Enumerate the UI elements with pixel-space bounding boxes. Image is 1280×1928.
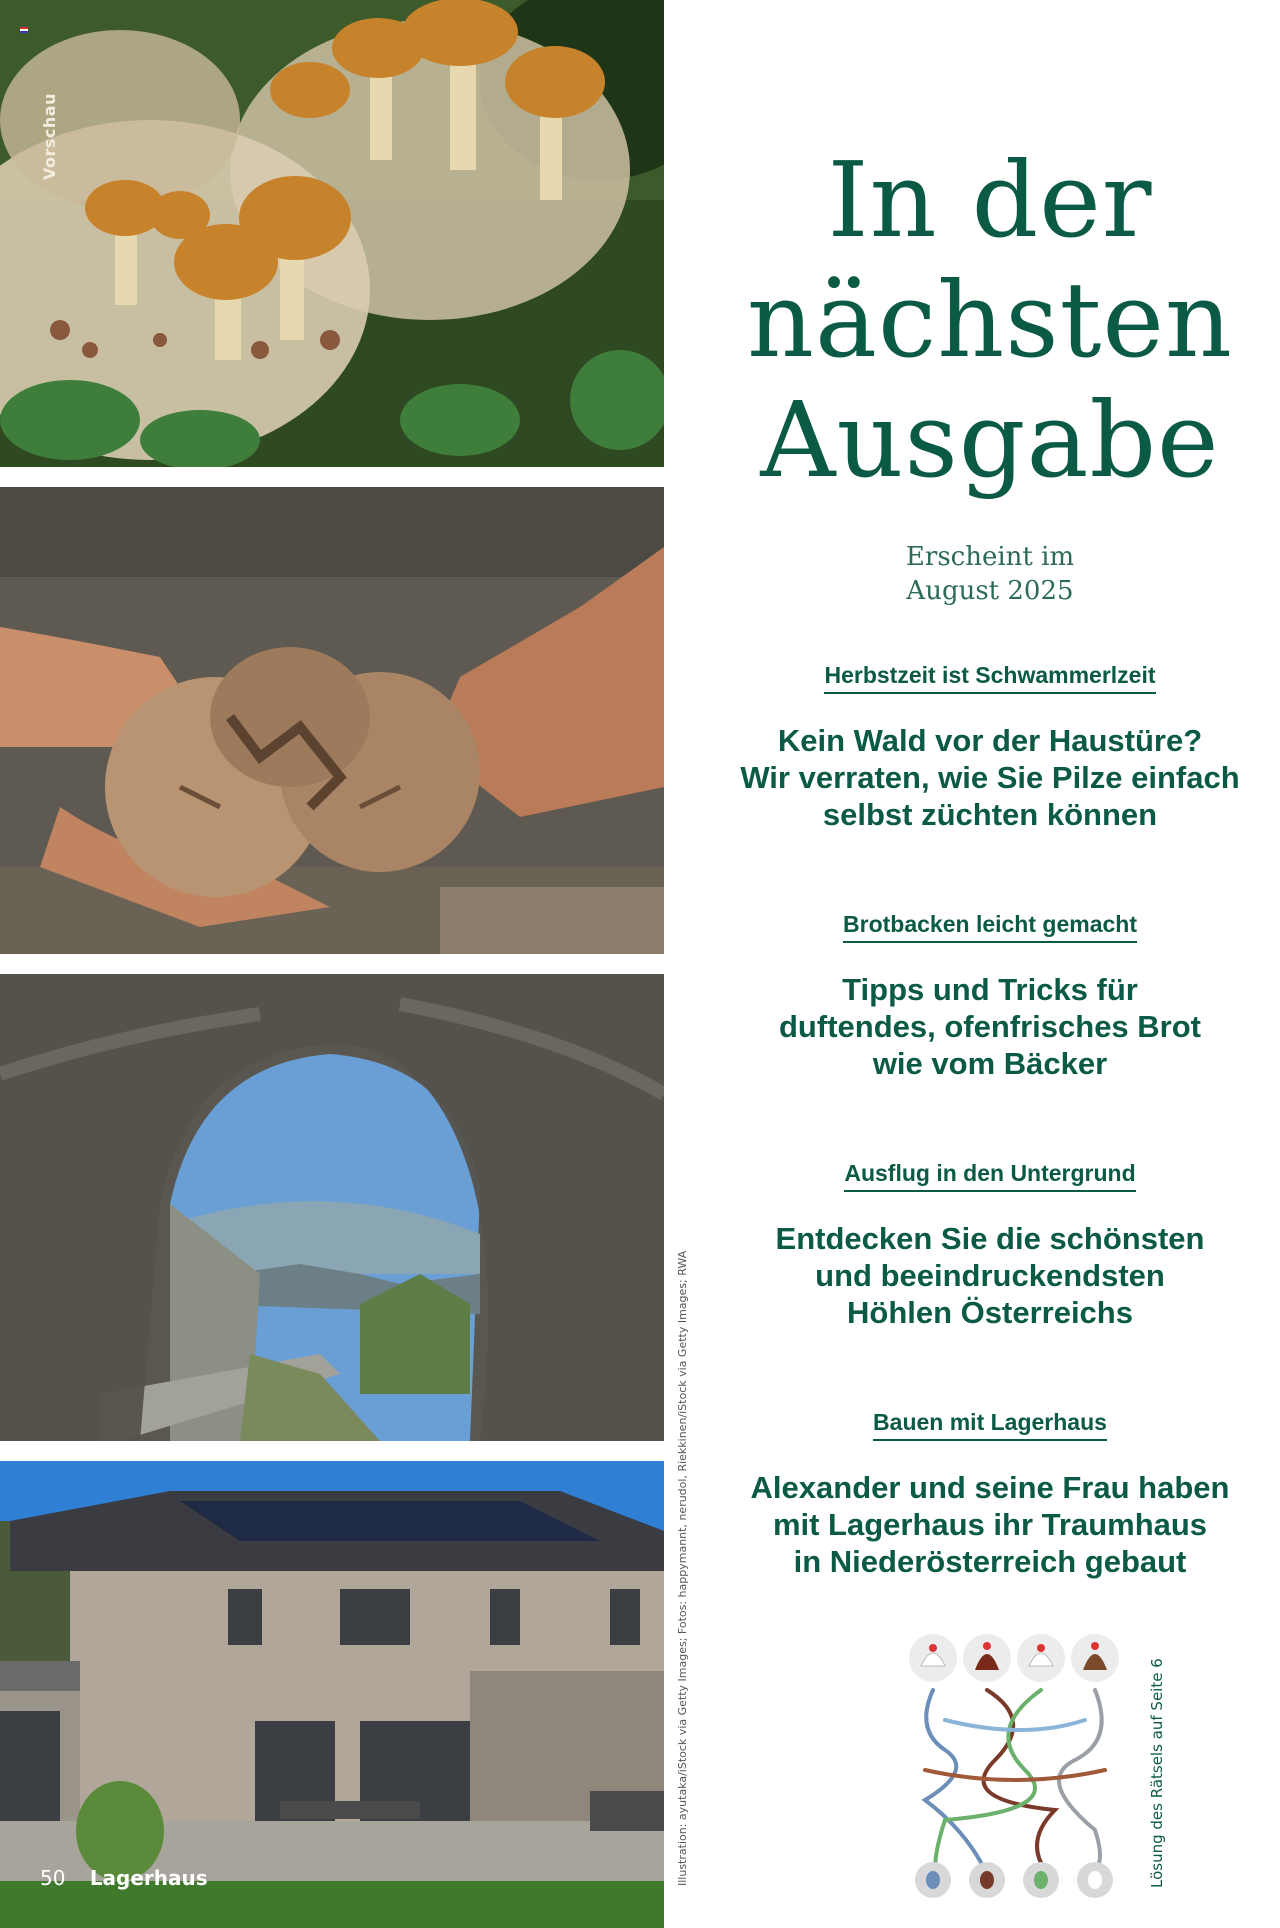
teaser-line: und beeindruckendsten xyxy=(815,1258,1165,1293)
article-1 xyxy=(700,662,1280,833)
teaser-line: Kein Wald vor der Haustüre? xyxy=(777,723,1203,758)
puzzle-solution-note: Lösung des Rätsels auf Seite 6 xyxy=(1148,1658,1166,1888)
teaser-line: Tipps und Tricks für xyxy=(842,972,1138,1007)
issue-line: Erscheint im xyxy=(905,542,1075,572)
article-teaser xyxy=(700,1220,1280,1331)
puzzle-illustration xyxy=(905,1630,1125,1900)
teaser-line: Wir verraten, wie Sie Pilze einfach xyxy=(740,760,1240,795)
teaser-line: mit Lagerhaus ihr Traumhaus xyxy=(772,1507,1208,1542)
issue-line: August 2025 xyxy=(906,576,1074,606)
title-line: In der xyxy=(827,139,1153,261)
photo-house xyxy=(0,1461,664,1928)
page-title xyxy=(700,140,1280,500)
article-kicker: Bauen mit Lagerhaus xyxy=(873,1409,1107,1441)
article-kicker: Brotbacken leicht gemacht xyxy=(843,911,1137,943)
title-line: Ausgabe xyxy=(760,379,1220,501)
article-4 xyxy=(700,1409,1280,1580)
article-kicker: Herbstzeit ist Schwammerlzeit xyxy=(824,662,1155,694)
teaser-line: duftendes, ofenfrisches Brot xyxy=(779,1009,1201,1044)
photo-credits: Illustration: ayutaka/iStock via Getty Images; Fotos: happymannt, nerudol, Riekkinen/iStock via Getty Images; RWA xyxy=(676,1250,689,1886)
title-line: nächsten xyxy=(747,259,1233,381)
teaser-line: in Niederösterreich gebaut xyxy=(793,1544,1187,1579)
photo-bread xyxy=(0,487,664,954)
flag-icon xyxy=(20,18,28,24)
article-teaser xyxy=(700,971,1280,1082)
section-label: Vorschau xyxy=(40,93,59,180)
article-teaser xyxy=(700,722,1280,833)
teaser-line: Höhlen Österreichs xyxy=(847,1295,1133,1330)
article-2 xyxy=(700,911,1280,1082)
page-number: 50 xyxy=(40,1866,66,1890)
teaser-line: wie vom Bäcker xyxy=(872,1046,1108,1081)
teaser-line: selbst züchten können xyxy=(822,797,1158,832)
teaser-line: Entdecken Sie die schönsten xyxy=(775,1221,1205,1256)
teaser-line: Alexander und seine Frau haben xyxy=(750,1470,1230,1505)
photo-mushrooms xyxy=(0,0,664,467)
page-footer xyxy=(40,1866,208,1890)
article-3 xyxy=(700,1160,1280,1331)
article-kicker: Ausflug in den Untergrund xyxy=(844,1160,1135,1192)
photo-cave xyxy=(0,974,664,1441)
issue-date xyxy=(700,540,1280,608)
article-teaser xyxy=(700,1469,1280,1580)
brand-name: Lagerhaus xyxy=(89,1866,208,1890)
